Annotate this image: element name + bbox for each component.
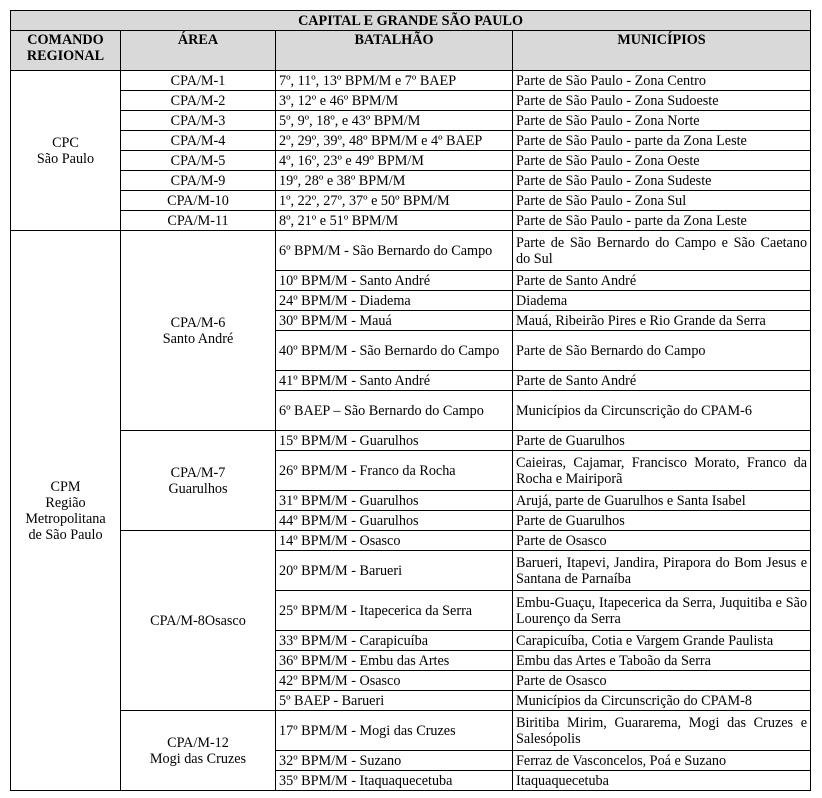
batalhao-cell: 6º BPM/M - São Bernardo do Campo [276, 231, 513, 271]
area-label: CPA/M-9 [170, 172, 226, 189]
table-row [11, 171, 811, 191]
batalhao-cell: 1º, 22º, 27º, 37º e 50º BPM/M [276, 191, 513, 211]
municipios-cell: Itaquaquecetuba [513, 771, 811, 791]
comando-regional-label: Região [45, 494, 86, 511]
table-row [11, 711, 811, 751]
area-label: CPA/M-7 [170, 464, 226, 481]
area-cell [121, 91, 276, 111]
table-row [11, 151, 811, 171]
area-label: CPA/M-5 [170, 152, 226, 169]
municipios-cell: Arujá, parte de Guarulhos e Santa Isabel [513, 491, 811, 511]
table-row [11, 531, 811, 551]
batalhao-cell: 8º, 21º e 51º BPM/M [276, 211, 513, 231]
municipios-cell: Parte de São Paulo - Zona Norte [513, 111, 811, 131]
batalhao-cell: 40º BPM/M - São Bernardo do Campo [276, 331, 513, 371]
area-cell [121, 231, 276, 431]
area-cell [121, 151, 276, 171]
batalhao-cell: 4º, 16º, 23º e 49º BPM/M [276, 151, 513, 171]
table-header-row [11, 31, 811, 71]
comando-regional-label: de São Paulo [28, 526, 103, 543]
batalhao-cell: 3º, 12º e 46º BPM/M [276, 91, 513, 111]
table-row [11, 71, 811, 91]
table-body [11, 71, 811, 791]
municipios-cell: Parte de Osasco [513, 531, 811, 551]
table-title-row [11, 11, 811, 31]
comando-regional-cell [11, 71, 121, 231]
area-cell [121, 211, 276, 231]
municipios-cell: Parte de São Paulo - Zona Sudeste [513, 171, 811, 191]
header-batalhao: BATALHÃO [276, 31, 513, 71]
area-label: CPA/M-1 [170, 72, 226, 89]
area-label: CPA/M-10 [167, 192, 229, 209]
batalhao-cell: 14º BPM/M - Osasco [276, 531, 513, 551]
area-cell [121, 111, 276, 131]
batalhao-cell: 15º BPM/M - Guarulhos [276, 431, 513, 451]
table-row [11, 431, 811, 451]
area-cell [121, 711, 276, 791]
municipios-cell: Diadema [513, 291, 811, 311]
header-comando-line-1: COMANDO [27, 32, 104, 48]
area-label: CPA/M-8Osasco [150, 612, 246, 629]
municipios-cell: Embu das Artes e Taboão da Serra [513, 651, 811, 671]
batalhao-cell: 32º BPM/M - Suzano [276, 751, 513, 771]
municipios-cell: Parte de São Paulo - parte da Zona Leste [513, 131, 811, 151]
municipios-cell: Parte de Guarulhos [513, 511, 811, 531]
batalhao-cell: 6º BAEP – São Bernardo do Campo [276, 391, 513, 431]
municipios-cell: Parte de Osasco [513, 671, 811, 691]
area-cell [121, 191, 276, 211]
table-row [11, 191, 811, 211]
header-area: ÁREA [121, 31, 276, 71]
area-cell [121, 431, 276, 531]
table-row [11, 111, 811, 131]
comando-regional-label: Metropolitana [25, 510, 106, 527]
municipios-cell: Parte de São Paulo - Zona Sudoeste [513, 91, 811, 111]
batalhao-cell: 20º BPM/M - Barueri [276, 551, 513, 591]
batalhao-cell: 36º BPM/M - Embu das Artes [276, 651, 513, 671]
area-label: CPA/M-4 [170, 132, 226, 149]
batalhao-cell: 5º BAEP - Barueri [276, 691, 513, 711]
batalhao-cell: 5º, 9º, 18º, e 43º BPM/M [276, 111, 513, 131]
municipios-cell: Ferraz de Vasconcelos, Poá e Suzano [513, 751, 811, 771]
municipios-cell: Parte de São Bernardo do Campo [513, 331, 811, 371]
batalhao-cell: 33º BPM/M - Carapicuíba [276, 631, 513, 651]
header-comando-regional [11, 31, 121, 71]
document-page [10, 10, 811, 791]
comando-regional-label: São Paulo [36, 150, 95, 167]
header-comando-line-2: REGIONAL [26, 48, 105, 64]
batalhao-cell: 44º BPM/M - Guarulhos [276, 511, 513, 531]
area-cell [121, 71, 276, 91]
municipios-cell: Parte de São Paulo - parte da Zona Leste [513, 211, 811, 231]
municipios-cell: Caieiras, Cajamar, Francisco Morato, Franco da Rocha e Mairiporã [513, 451, 811, 491]
area-label: Mogi das Cruzes [149, 750, 247, 767]
batalhao-cell: 31º BPM/M - Guarulhos [276, 491, 513, 511]
municipios-cell: Parte de Santo André [513, 271, 811, 291]
municipios-cell: Parte de Guarulhos [513, 431, 811, 451]
municipios-cell: Parte de Santo André [513, 371, 811, 391]
table-row [11, 211, 811, 231]
municipios-cell: Parte de São Paulo - Zona Oeste [513, 151, 811, 171]
table-row [11, 91, 811, 111]
batalhao-cell: 10º BPM/M - Santo André [276, 271, 513, 291]
table-row [11, 231, 811, 271]
area-label: CPA/M-11 [167, 212, 229, 229]
batalhao-cell: 25º BPM/M - Itapecerica da Serra [276, 591, 513, 631]
municipios-cell: Biritiba Mirim, Guararema, Mogi das Cruzes e Salesópolis [513, 711, 811, 751]
header-municipios: MUNICÍPIOS [513, 31, 811, 71]
municipios-cell: Municípios da Circunscrição do CPAM-8 [513, 691, 811, 711]
area-label: Guarulhos [168, 480, 228, 497]
municipios-cell: Mauá, Ribeirão Pires e Rio Grande da Serra [513, 311, 811, 331]
comando-regional-cell [11, 231, 121, 791]
municipios-cell: Embu-Guaçu, Itapecerica da Serra, Juquitiba e São Lourenço da Serra [513, 591, 811, 631]
batalhao-cell: 30º BPM/M - Mauá [276, 311, 513, 331]
municipios-cell: Carapicuíba, Cotia e Vargem Grande Paulista [513, 631, 811, 651]
comando-regional-label: CPC [52, 134, 79, 151]
area-cell [121, 131, 276, 151]
municipios-cell: Parte de São Paulo - Zona Centro [513, 71, 811, 91]
area-cell [121, 531, 276, 711]
batalhao-cell: 2º, 29º, 39º, 48º BPM/M e 4º BAEP [276, 131, 513, 151]
area-label: CPA/M-12 [167, 734, 229, 751]
area-label: CPA/M-2 [170, 92, 226, 109]
table-row [11, 131, 811, 151]
batalhao-cell: 42º BPM/M - Osasco [276, 671, 513, 691]
police-commands-table [10, 10, 811, 791]
area-label: CPA/M-6 [170, 314, 226, 331]
batalhao-cell: 41º BPM/M - Santo André [276, 371, 513, 391]
batalhao-cell: 7º, 11º, 13º BPM/M e 7º BAEP [276, 71, 513, 91]
comando-regional-label: CPM [50, 478, 81, 495]
area-label: CPA/M-3 [170, 112, 226, 129]
batalhao-cell: 19º, 28º e 38º BPM/M [276, 171, 513, 191]
area-label: Santo André [162, 330, 234, 347]
area-cell [121, 171, 276, 191]
table-title: CAPITAL E GRANDE SÃO PAULO [11, 11, 811, 31]
batalhao-cell: 26º BPM/M - Franco da Rocha [276, 451, 513, 491]
municipios-cell: Parte de São Paulo - Zona Sul [513, 191, 811, 211]
municipios-cell: Barueri, Itapevi, Jandira, Pirapora do Bom Jesus e Santana de Parnaíba [513, 551, 811, 591]
municipios-cell: Parte de São Bernardo do Campo e São Caetano do Sul [513, 231, 811, 271]
municipios-cell: Municípios da Circunscrição do CPAM-6 [513, 391, 811, 431]
batalhao-cell: 24º BPM/M - Diadema [276, 291, 513, 311]
batalhao-cell: 17º BPM/M - Mogi das Cruzes [276, 711, 513, 751]
batalhao-cell: 35º BPM/M - Itaquaquecetuba [276, 771, 513, 791]
